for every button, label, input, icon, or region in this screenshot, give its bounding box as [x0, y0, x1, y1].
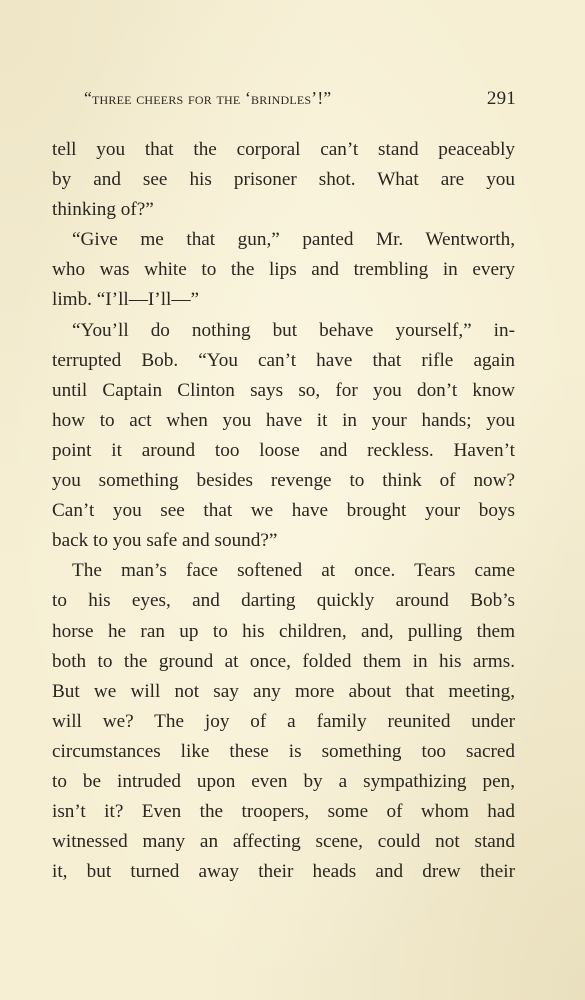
text-line: how to act when you have it in your hands; you	[52, 409, 515, 431]
text-line: back to you safe and sound?”	[52, 530, 278, 552]
body-text	[52, 135, 515, 887]
text-line: The man’s face softened at once. Tears came	[72, 560, 515, 582]
text-line: it, but turned away their heads and drew their	[52, 861, 515, 883]
text-line: by and see his prisoner shot. What are you	[52, 169, 515, 191]
page-number: 291	[486, 88, 516, 109]
text-line: until Captain Clinton says so, for you don’t know	[52, 379, 515, 401]
text-line: both to the ground at once, folded them in his arms.	[52, 650, 515, 672]
text-line: But we will not say any more about that meeting,	[52, 680, 515, 702]
paragraph	[52, 556, 515, 887]
text-line: “You’ll do nothing but behave yourself,” in-	[72, 319, 515, 341]
paragraph	[52, 135, 515, 225]
text-line: horse he ran up to his children, and, pulling them	[52, 620, 515, 642]
text-line: witnessed many an affecting scene, could not stand	[52, 831, 515, 853]
text-line: isn’t it? Even the troopers, some of whom had	[52, 801, 515, 823]
text-line: you something besides revenge to think of now?	[52, 470, 515, 492]
text-line: who was white to the lips and trembling in every	[52, 259, 515, 281]
text-line: point it around too loose and reckless. Haven’t	[52, 439, 515, 461]
text-line: terrupted Bob. “You can’t have that rifle again	[52, 349, 515, 371]
text-line: will we? The joy of a family reunited under	[52, 710, 515, 732]
text-line: to be intruded upon even by a sympathizing pen,	[52, 770, 515, 792]
text-line: circumstances like these is something too sacred	[52, 740, 515, 762]
text-line: thinking of?”	[52, 199, 154, 221]
text-line: tell you that the corporal can’t stand peaceably	[52, 139, 515, 160]
text-line: limb. “I’ll—I’ll—”	[52, 289, 200, 311]
text-line: “Give me that gun,” panted Mr. Wentworth,	[72, 229, 515, 251]
running-title: “three cheers for the ‘brindles’!”	[84, 88, 332, 108]
text-line: Can’t you see that we have brought your boys	[52, 500, 515, 522]
text-line: to his eyes, and darting quickly around Bob’s	[52, 590, 515, 612]
paragraph	[52, 225, 515, 315]
running-head	[84, 88, 516, 116]
paragraph	[52, 316, 515, 557]
